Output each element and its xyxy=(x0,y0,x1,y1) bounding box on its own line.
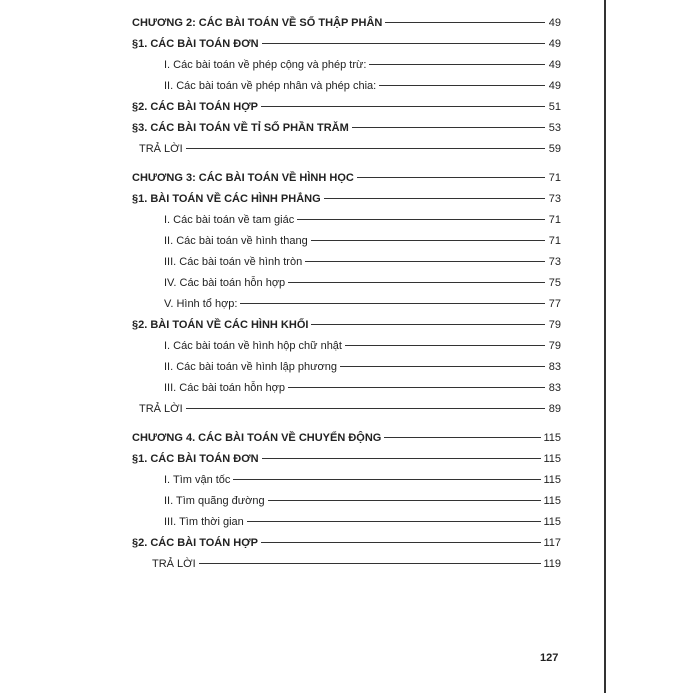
table-of-contents xyxy=(132,12,561,574)
toc-chapter-2[interactable] xyxy=(132,12,561,33)
toc-entry-page: 115 xyxy=(543,473,561,486)
dot-leader xyxy=(384,437,541,438)
dot-leader xyxy=(297,219,545,220)
toc-entry-page: 49 xyxy=(548,58,561,71)
toc-entry-title: V. Hình tổ hợp: xyxy=(164,297,238,310)
toc-entry-page: 117 xyxy=(543,536,561,549)
toc-item[interactable] xyxy=(132,469,561,490)
dot-leader xyxy=(352,127,545,128)
dot-leader xyxy=(233,479,541,480)
toc-entry-page: 83 xyxy=(548,381,561,394)
toc-entry-page: 79 xyxy=(548,318,561,331)
dot-leader xyxy=(288,282,545,283)
dot-leader xyxy=(324,198,545,199)
toc-entry-page: 115 xyxy=(543,431,561,444)
toc-chapter-3[interactable] xyxy=(132,167,561,188)
dot-leader xyxy=(305,261,545,262)
dot-leader xyxy=(379,85,545,86)
toc-entry-page: 75 xyxy=(548,276,561,289)
toc-entry-title: TRẢ LỜI xyxy=(139,402,183,415)
dot-leader xyxy=(262,43,545,44)
toc-section[interactable] xyxy=(132,314,561,335)
toc-chapter-4[interactable] xyxy=(132,427,561,448)
dot-leader xyxy=(311,324,545,325)
toc-entry-page: 73 xyxy=(548,255,561,268)
toc-entry-title: §2. BÀI TOÁN VỀ CÁC HÌNH KHỐI xyxy=(132,318,309,331)
dot-leader xyxy=(261,542,542,543)
toc-entry-title: III. Các bài toán về hình tròn xyxy=(164,255,303,268)
toc-entry-title: §3. CÁC BÀI TOÁN VỀ TỈ SỐ PHẦN TRĂM xyxy=(132,121,349,134)
toc-section[interactable] xyxy=(132,448,561,469)
dot-leader xyxy=(340,366,545,367)
dot-leader xyxy=(240,303,545,304)
toc-section[interactable] xyxy=(132,96,561,117)
toc-entry-title: TRẢ LỜI xyxy=(152,557,196,570)
toc-item[interactable] xyxy=(132,511,561,532)
toc-item[interactable] xyxy=(132,377,561,398)
toc-entry-page: 71 xyxy=(548,213,561,226)
toc-item[interactable] xyxy=(132,490,561,511)
toc-entry-title: III. Tìm thời gian xyxy=(164,515,244,528)
toc-entry-page: 79 xyxy=(548,339,561,352)
toc-entry-title: II. Các bài toán về hình thang xyxy=(164,234,308,247)
toc-entry-title: I. Các bài toán về tam giác xyxy=(164,213,295,226)
toc-entry-page: 49 xyxy=(548,79,561,92)
dot-leader xyxy=(288,387,545,388)
toc-entry-page: 115 xyxy=(543,494,561,507)
toc-section[interactable] xyxy=(132,188,561,209)
dot-leader xyxy=(369,64,545,65)
page-edge-line xyxy=(604,0,606,693)
toc-entry-title: II. Tìm quãng đường xyxy=(164,494,265,507)
toc-entry-page: 83 xyxy=(548,360,561,373)
dot-leader xyxy=(357,177,545,178)
dot-leader xyxy=(199,563,542,564)
toc-entry-title: IV. Các bài toán hỗn hợp xyxy=(164,276,286,289)
toc-entry-title: §1. BÀI TOÁN VỀ CÁC HÌNH PHẲNG xyxy=(132,192,321,205)
toc-section[interactable] xyxy=(132,532,561,553)
toc-item[interactable] xyxy=(132,251,561,272)
toc-entry-title: TRẢ LỜI xyxy=(139,142,183,155)
toc-entry-page: 51 xyxy=(548,100,561,113)
toc-item[interactable] xyxy=(132,356,561,377)
toc-entry-page: 119 xyxy=(543,557,561,570)
toc-entry-title: §1. CÁC BÀI TOÁN ĐƠN xyxy=(132,37,259,50)
dot-leader xyxy=(247,521,542,522)
toc-entry-page: 53 xyxy=(548,121,561,134)
toc-entry-title: II. Các bài toán về phép nhân và phép chia: xyxy=(164,79,377,92)
toc-entry-page: 89 xyxy=(548,402,561,415)
dot-leader xyxy=(186,408,545,409)
dot-leader xyxy=(311,240,545,241)
toc-item[interactable] xyxy=(132,272,561,293)
toc-item[interactable] xyxy=(132,209,561,230)
toc-entry-page: 49 xyxy=(548,16,561,29)
toc-answers[interactable] xyxy=(132,138,561,159)
dot-leader xyxy=(262,458,542,459)
toc-entry-page: 115 xyxy=(543,515,561,528)
toc-entry-title: I. Các bài toán về hình hộp chữ nhật xyxy=(164,339,342,352)
toc-entry-title: I. Tìm vận tốc xyxy=(164,473,231,486)
toc-entry-page: 71 xyxy=(548,234,561,247)
toc-item[interactable] xyxy=(132,293,561,314)
dot-leader xyxy=(268,500,542,501)
toc-entry-page: 49 xyxy=(548,37,561,50)
spacer xyxy=(132,159,561,167)
toc-entry-title: §2. CÁC BÀI TOÁN HỢP xyxy=(132,100,258,113)
dot-leader xyxy=(186,148,545,149)
spacer xyxy=(132,419,561,427)
toc-entry-page: 73 xyxy=(548,192,561,205)
toc-entry-page: 71 xyxy=(548,171,561,184)
dot-leader xyxy=(345,345,545,346)
toc-section[interactable] xyxy=(132,117,561,138)
toc-entry-title: CHƯƠNG 3: CÁC BÀI TOÁN VỀ HÌNH HỌC xyxy=(132,171,354,184)
toc-entry-page: 115 xyxy=(543,452,561,465)
toc-answers[interactable] xyxy=(132,398,561,419)
toc-entry-page: 77 xyxy=(548,297,561,310)
toc-entry-title: §1. CÁC BÀI TOÁN ĐƠN xyxy=(132,452,259,465)
dot-leader xyxy=(385,22,545,23)
toc-entry-page: 59 xyxy=(548,142,561,155)
toc-entry-title: §2. CÁC BÀI TOÁN HỢP xyxy=(132,536,258,549)
toc-entry-title: CHƯƠNG 2: CÁC BÀI TOÁN VỀ SỐ THẬP PHÂN xyxy=(132,16,383,29)
toc-entry-title: CHƯƠNG 4. CÁC BÀI TOÁN VỀ CHUYỂN ĐỘNG xyxy=(132,431,382,444)
toc-answers[interactable] xyxy=(132,553,561,574)
toc-entry-title: I. Các bài toán về phép cộng và phép trừ: xyxy=(164,58,367,71)
toc-item[interactable] xyxy=(132,75,561,96)
toc-section[interactable] xyxy=(132,33,561,54)
toc-entry-title: III. Các bài toán hỗn hợp xyxy=(164,381,285,394)
toc-entry-title: II. Các bài toán về hình lập phương xyxy=(164,360,337,373)
page-number: 127 xyxy=(540,652,559,664)
dot-leader xyxy=(261,106,545,107)
toc-item[interactable] xyxy=(132,335,561,356)
toc-item[interactable] xyxy=(132,54,561,75)
toc-item[interactable] xyxy=(132,230,561,251)
